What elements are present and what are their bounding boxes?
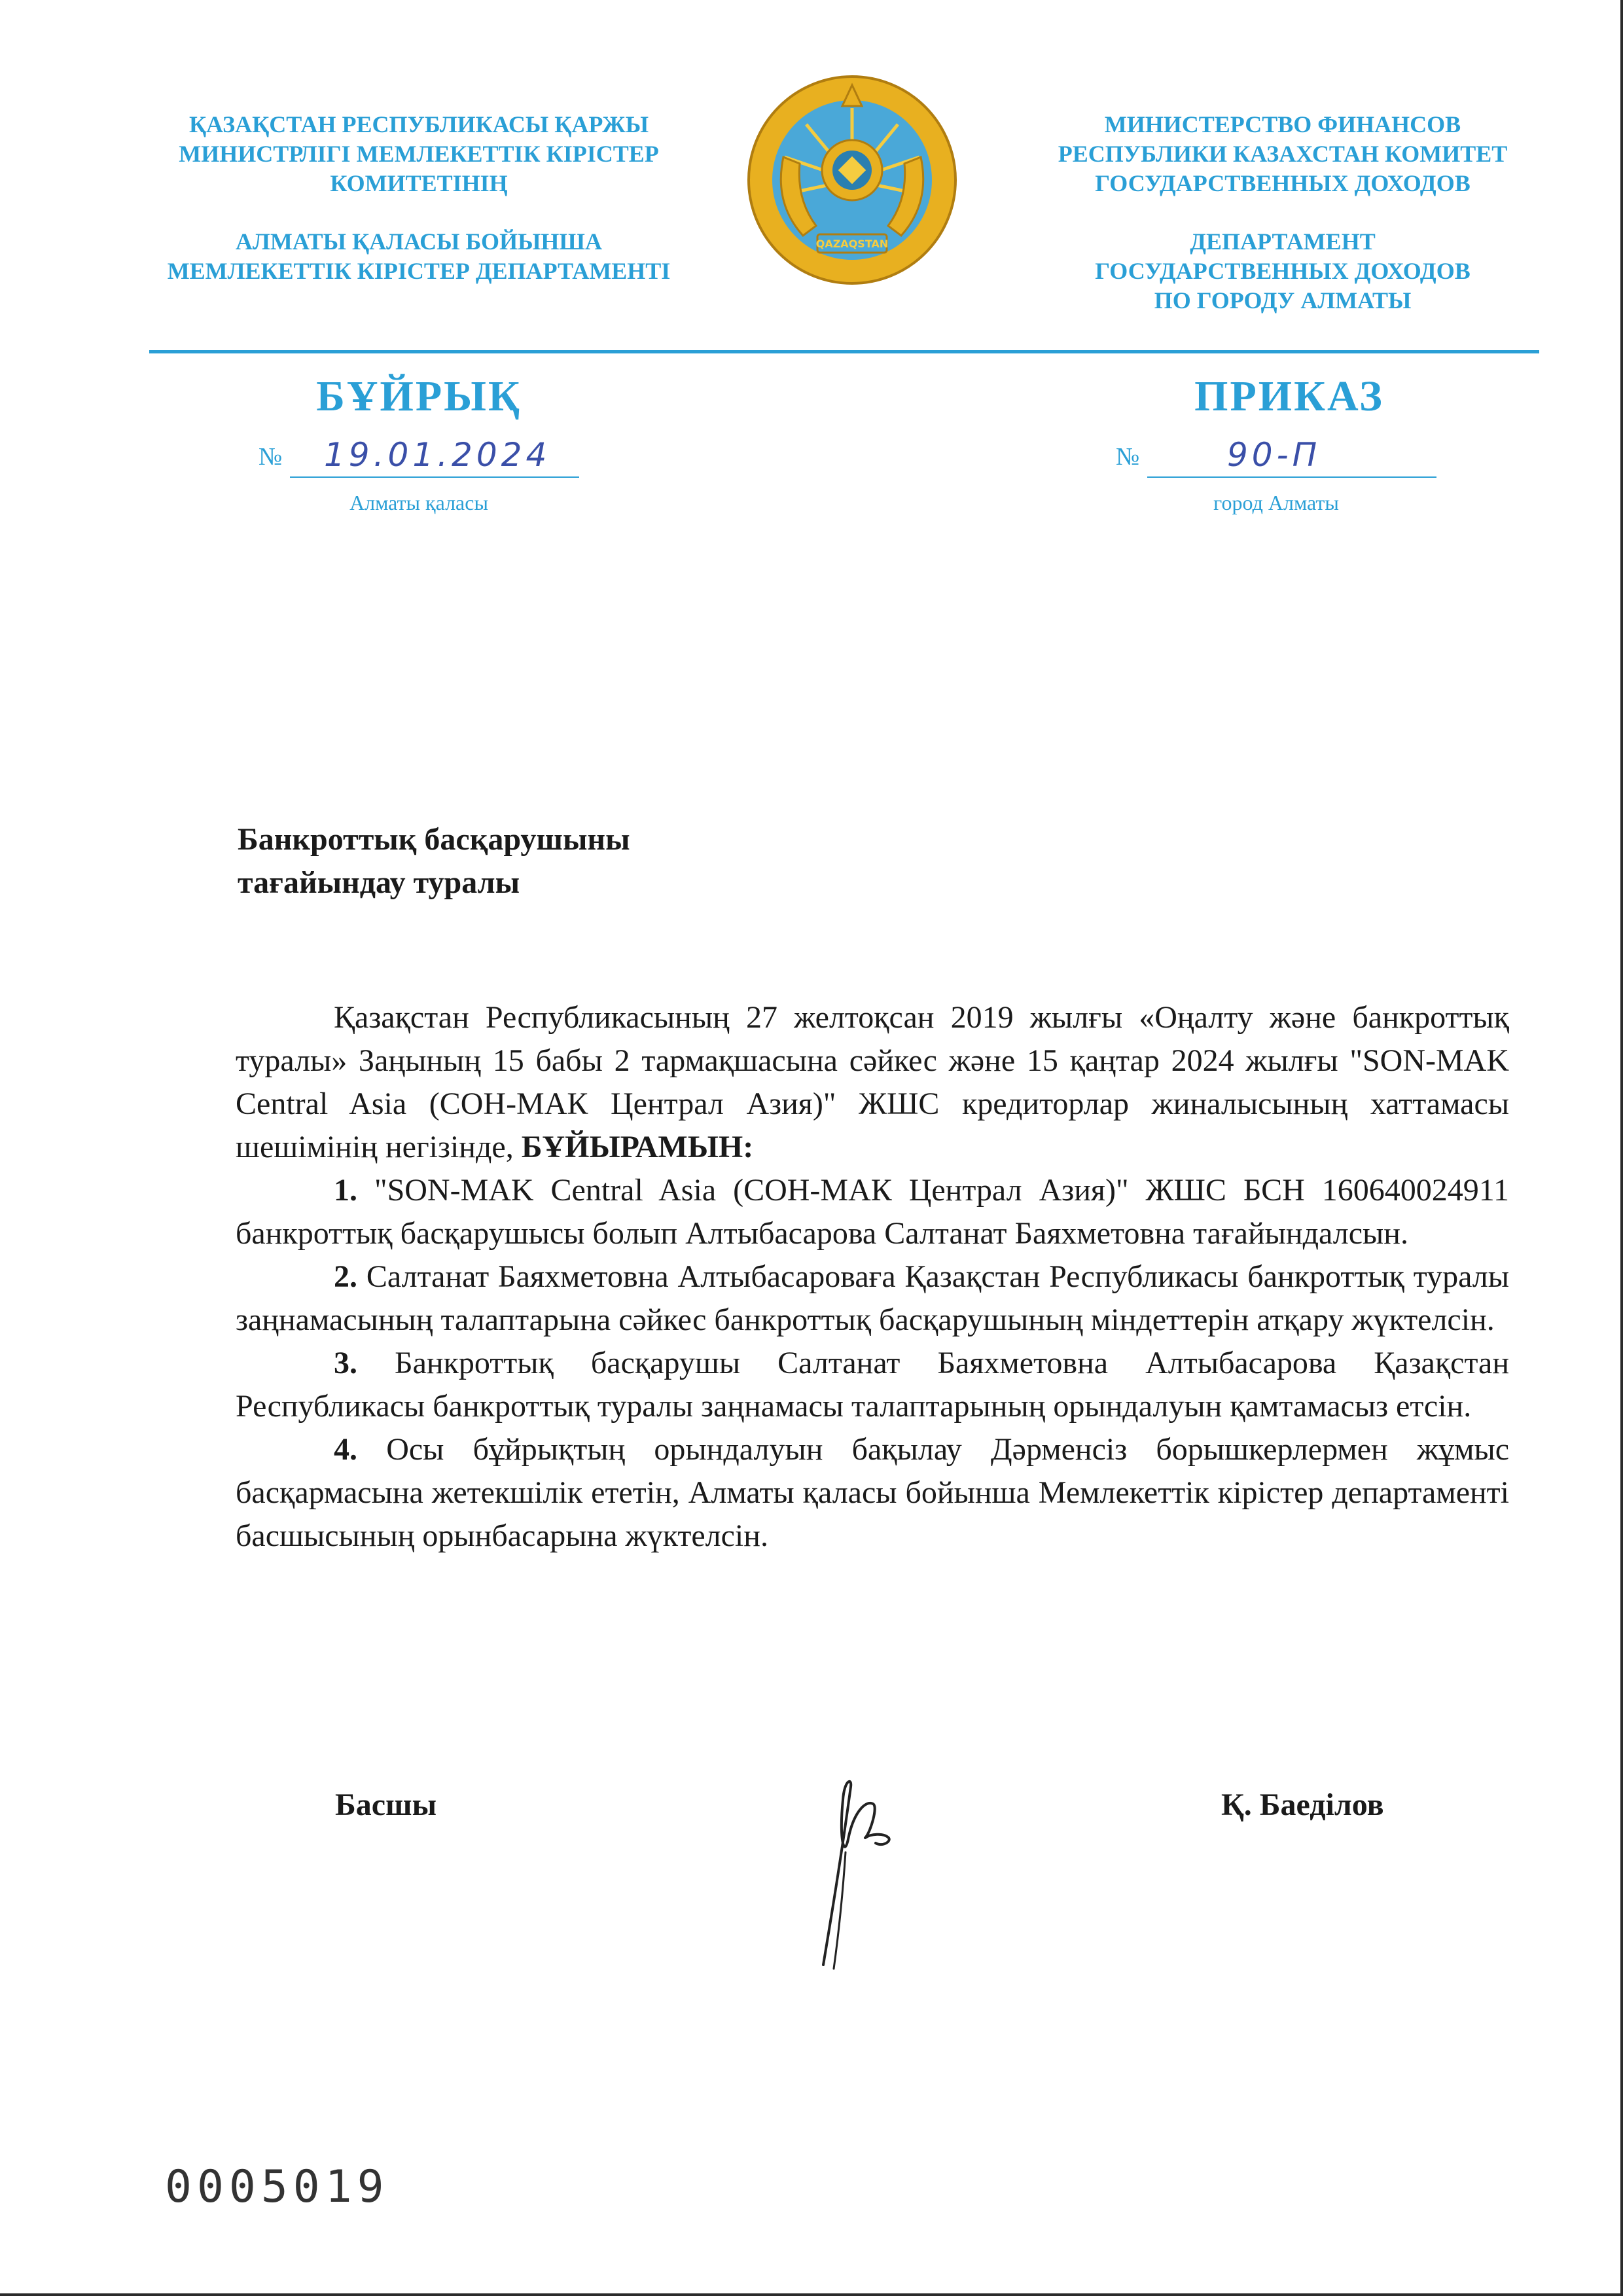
item-text: "SON-MAK Central Asia (СОН-МАК Централ Азия)" ЖШС БСН 160640024911 банкроттық басқарушысы болып Алтыбасарова Салтанат Баяхметовна тағайындалсын. (236, 1173, 1510, 1251)
city-kz: Алматы қаласы (349, 491, 488, 514)
header-kz (131, 110, 707, 286)
header-kz-line: КОМИТЕТІНІҢ (330, 170, 508, 196)
order-date-field (259, 419, 579, 478)
state-emblem-icon (744, 72, 960, 288)
city-ru: город Алматы (1213, 491, 1339, 514)
header-kz-line: ҚАЗАҚСТАН РЕСПУБЛИКАСЫ ҚАРЖЫ (188, 111, 649, 137)
document-serial-number: 0005019 (165, 2161, 389, 2213)
preamble-text: Қазақстан Республикасының 27 желтоқсан 2019 жылғы «Оңалту және банкроттық туралы» Заңының 15 бабы 2 тармақшасына сәйкес және 15 қаңтар 2024 жылғы "SON-MAK Central Asia (СОН-МАК Централ Азия)" ЖШС кредиторлар жиналысының хаттамасы шешімінің негізінде, (236, 1000, 1509, 1164)
number-underline (1147, 476, 1436, 478)
header-ru (1021, 110, 1544, 315)
item-text: Банкроттық басқарушы Салтанат Баяхметовна Алтыбасарова Қазақстан Республикасы банкроттық туралы заңнамасы талаптарының орындалуын қамтамасыз етсін. (236, 1346, 1510, 1424)
order-subject (238, 818, 630, 905)
number-underline (290, 476, 579, 478)
scan-edge-right (1620, 0, 1623, 2296)
emblem-label: QAZAQSTAN (815, 238, 889, 250)
item-number: 1. (334, 1173, 357, 1208)
handwritten-signature (805, 1761, 916, 1977)
item-text: Осы бұйрықтың орындалуын бақылау Дәрменсіз борышкерлермен жұмыс басқармасына жетекшілік ететін, Алматы қаласы бойынша Мемлекеттік кірістер департаменті басшысының орынбасарына жүктелсін. (236, 1432, 1509, 1553)
item-number: 4. (334, 1432, 357, 1467)
header-kz-line: АЛМАТЫ ҚАЛАСЫ БОЙЫНША (236, 228, 602, 255)
order-item (236, 1342, 1509, 1428)
preamble-paragraph (236, 996, 1509, 1169)
header-ru-line: ГОСУДАРСТВЕННЫХ ДОХОДОВ (1095, 170, 1471, 196)
item-number: 3. (334, 1346, 357, 1380)
order-item (236, 1169, 1509, 1255)
header-ru-line: ПО ГОРОДУ АЛМАТЫ (1154, 287, 1412, 314)
order-body (236, 996, 1509, 1558)
subject-line: Банкроттық басқарушыны (238, 822, 630, 857)
handwritten-date: 19.01.2024 (324, 436, 551, 474)
signatory-position: Басшы (335, 1787, 437, 1822)
order-item (236, 1428, 1509, 1558)
order-item (236, 1255, 1509, 1342)
subject-line: тағайындау туралы (238, 865, 520, 900)
header-ru-line: ДЕПАРТАМЕНТ (1190, 228, 1376, 255)
number-sign: № (259, 443, 283, 471)
header-kz-line: МЕМЛЕКЕТТІК КІРІСТЕР ДЕПАРТАМЕНТІ (167, 258, 671, 284)
order-title-ru: ПРИКАЗ (1194, 372, 1384, 420)
signatory-name: Қ. Баеділов (1221, 1787, 1384, 1822)
header-ru-line: МИНИСТЕРСТВО ФИНАНСОВ (1104, 111, 1461, 137)
number-sign: № (1116, 443, 1140, 471)
order-number-field (1116, 419, 1436, 478)
header-ru-line: РЕСПУБЛИКИ КАЗАХСТАН КОМИТЕТ (1058, 141, 1508, 167)
item-text: Салтанат Баяхметовна Алтыбасароваға Қазақстан Республикасы банкроттық туралы заңнамасының талаптарына сәйкес банкроттық басқарушының міндеттерін атқару жүктелсін. (236, 1259, 1509, 1337)
header-ru-line: ГОСУДАРСТВЕННЫХ ДОХОДОВ (1095, 258, 1471, 284)
scan-edge-bottom (0, 2293, 1623, 2296)
header-divider (149, 350, 1539, 353)
item-number: 2. (334, 1259, 357, 1294)
header-kz-line: МИНИСТРЛІГІ МЕМЛЕКЕТТІК КІРІСТЕР (179, 141, 659, 167)
handwritten-number: 90-П (1227, 436, 1321, 474)
decree-word: БҰЙЫРАМЫН: (521, 1130, 754, 1164)
order-title-kz: БҰЙРЫҚ (316, 372, 522, 420)
